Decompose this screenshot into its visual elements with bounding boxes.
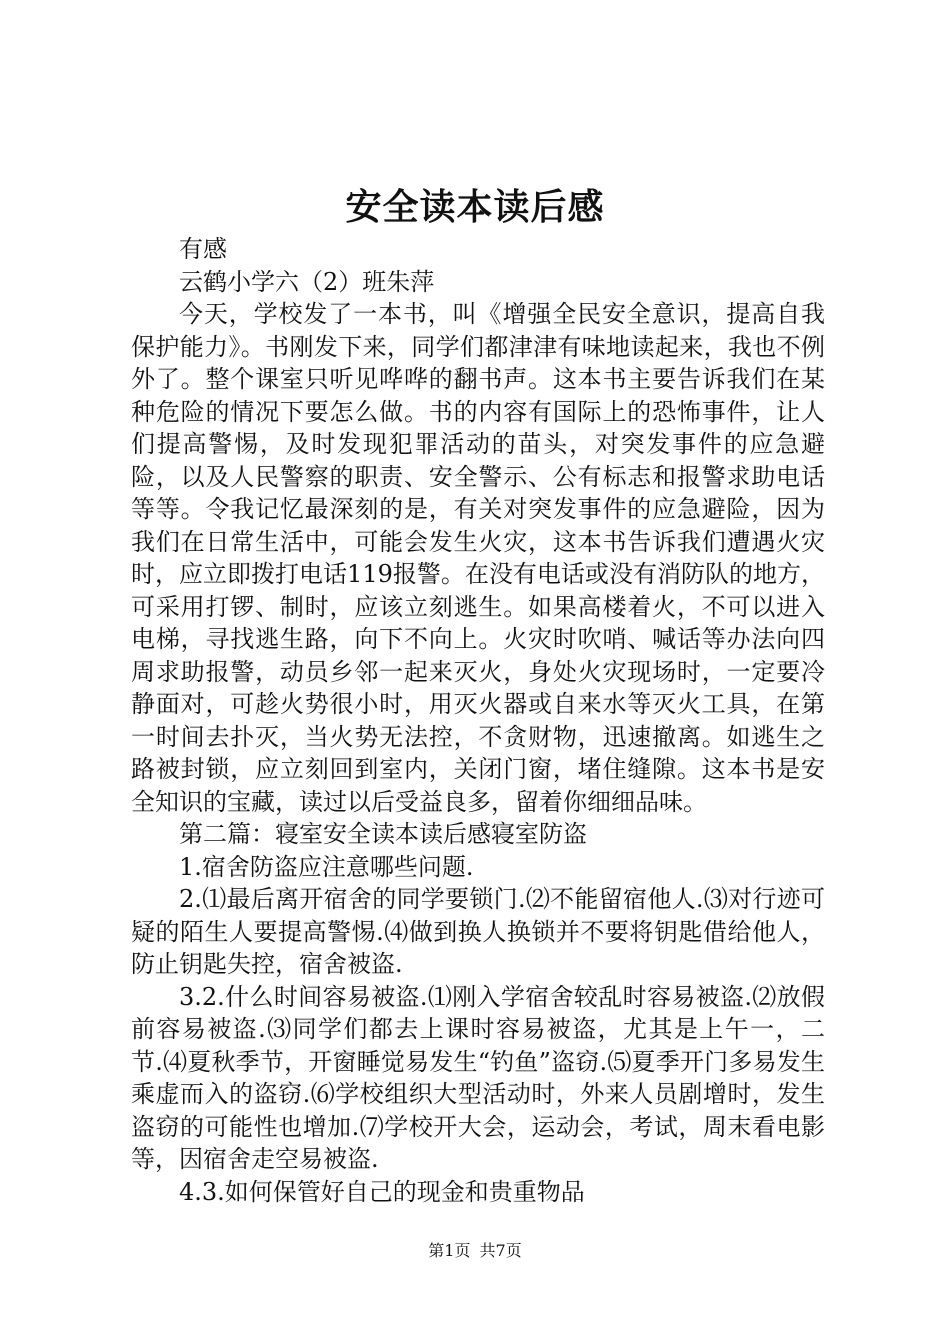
paragraph-author: 云鹤小学六（2）班朱萍 [179, 267, 435, 296]
page-footer [0, 1240, 950, 1262]
page-number: 第1页 [428, 1241, 471, 1260]
paragraph-item-3: 3.2.什么时间容易被盗.⑴刚入学宿舍较乱时容易被盗.⑵放假前容易被盗.⑶同学们都去上课时容易被盗，尤其是上午一，二节.⑷夏秋季节，开窗睡觉易发生“钓鱼”盗窃.⑸夏季开门多易发生乘虚而入的盗窃.⑹学校组织大型活动时，外来人员剧增时，发生盗窃的可能性也增加.⑺学校开大会，运动会，考试，周末看电影等，因宿舍走空易被盗. [131, 982, 825, 1173]
paragraph-item-1: 1.宿舍防盗应注意哪些问题. [179, 852, 474, 881]
paragraph-section-heading: 第二篇：寝室安全读本读后感寝室防盗 [179, 820, 587, 848]
paragraph-item-2: 2.⑴最后离开宿舍的同学要锁门.⑵不能留宿他人.⑶对行迹可疑的陌生人要提高警惕.⑷做到换人换锁并不要将钥匙借给他人，防止钥匙失控，宿舍被盗. [131, 885, 825, 978]
paragraph-item-4: 4.3.如何保管好自己的现金和贵重物品 [179, 1177, 585, 1206]
document-title: 安全读本读后感 [345, 187, 605, 228]
paragraph-essay: 今天，学校发了一本书，叫《增强全民安全意识，提高自我保护能力》。书刚发下来，同学们都津津有味地读起来，我也不例外了。整个课室只听见哗哗的翻书声。这本书主要告诉我们在某种危险的情况下要怎么做。书的内容有国际上的恐怖事件，让人们提高警惕，及时发现犯罪活动的苗头，对突发事件的应急避险，以及人民警察的职责、安全警示、公有标志和报警求助电话等等。令我记忆最深刻的是，有关对突发事件的应急避险，因为我们在日常生活中，可能会发生火灾，这本书告诉我们遭遇火灾时，应立即拨打电话119报警。在没有电话或没有消防队的地方，可采用打锣、制时，应该立刻逃生。如果高楼着火，不可以进入电梯，寻找逃生路，向下不向上。火灾时吹哨、喊话等办法向四周求助报警，动员乡邻一起来灭火，身处火灾现场时，一定要冷静面对，可趁火势很小时，用灭火器或自来水等灭火工具，在第一时间去扑灭，当火势无法控，不贪财物，迅速撤离。如逃生之路被封锁，应立刻回到室内，关闭门窗，堵住缝隙。这本书是安全知识的宝藏，读过以后受益良多，留着你细细品味。 [131, 300, 825, 816]
document-body [131, 233, 825, 1208]
page-total: 共7页 [479, 1241, 522, 1260]
paragraph-subtitle: 有感 [179, 235, 227, 263]
